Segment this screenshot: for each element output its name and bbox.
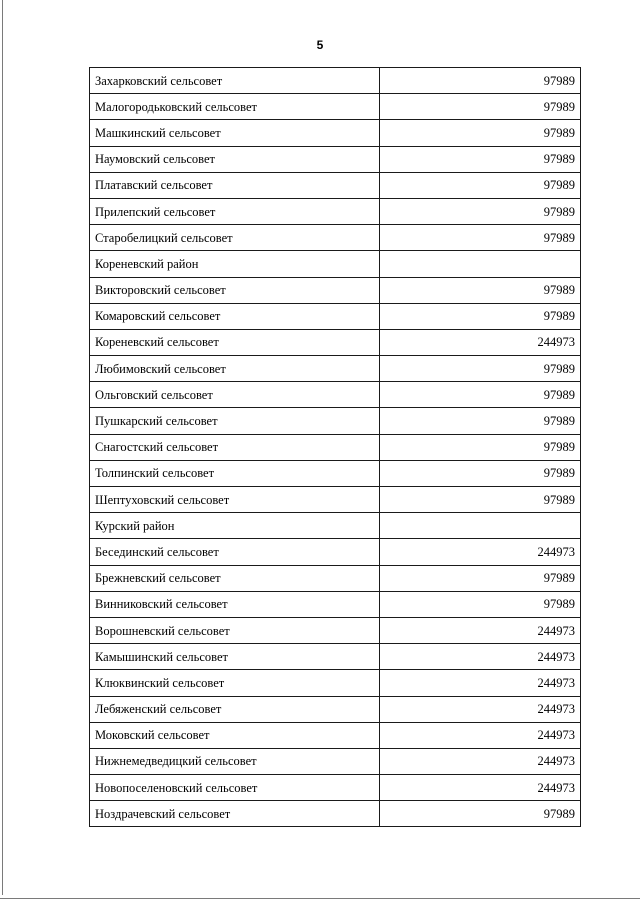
amount-cell: 244973 <box>380 748 581 774</box>
municipality-name-cell: Машкинский сельсовет <box>90 120 380 146</box>
amount-cell <box>380 251 581 277</box>
table-row <box>90 722 581 748</box>
municipality-name-cell: Ворошневский сельсовет <box>90 617 380 643</box>
table-row <box>90 198 581 224</box>
municipality-name-cell: Комаровский сельсовет <box>90 303 380 329</box>
amount-cell: 244973 <box>380 722 581 748</box>
table-row <box>90 382 581 408</box>
municipality-name-cell: Пушкарский сельсовет <box>90 408 380 434</box>
amount-cell: 97989 <box>380 801 581 827</box>
municipality-name-cell: Наумовский сельсовет <box>90 146 380 172</box>
municipality-name-cell: Ольговский сельсовет <box>90 382 380 408</box>
amount-cell: 244973 <box>380 617 581 643</box>
amount-cell: 97989 <box>380 356 581 382</box>
table-body <box>90 68 581 827</box>
amount-cell: 244973 <box>380 329 581 355</box>
amount-cell: 97989 <box>380 303 581 329</box>
amount-cell: 97989 <box>380 94 581 120</box>
table-row <box>90 591 581 617</box>
municipality-name-cell: Малогородьковский сельсовет <box>90 94 380 120</box>
municipality-name-cell: Платавский сельсовет <box>90 172 380 198</box>
district-header-row <box>90 251 581 277</box>
municipality-name-cell: Захарковский сельсовет <box>90 68 380 94</box>
amount-cell: 97989 <box>380 146 581 172</box>
municipality-name-cell: Кореневский район <box>90 251 380 277</box>
table-row <box>90 225 581 251</box>
amount-cell: 97989 <box>380 460 581 486</box>
amount-cell: 244973 <box>380 644 581 670</box>
table-row <box>90 303 581 329</box>
table-row <box>90 775 581 801</box>
amount-cell: 97989 <box>380 565 581 591</box>
amount-cell: 97989 <box>380 434 581 460</box>
amount-cell: 97989 <box>380 225 581 251</box>
municipality-name-cell: Кореневский сельсовет <box>90 329 380 355</box>
table-row <box>90 670 581 696</box>
table-row <box>90 565 581 591</box>
table-row <box>90 644 581 670</box>
municipality-name-cell: Клюквинский сельсовет <box>90 670 380 696</box>
municipality-name-cell: Винниковский сельсовет <box>90 591 380 617</box>
scan-bottom-edge-line <box>0 898 640 899</box>
municipality-name-cell: Прилепский сельсовет <box>90 198 380 224</box>
municipality-name-cell: Новопоселеновский сельсовет <box>90 775 380 801</box>
amount-cell: 97989 <box>380 382 581 408</box>
amount-cell: 244973 <box>380 775 581 801</box>
municipality-name-cell: Викторовский сельсовет <box>90 277 380 303</box>
table-row <box>90 801 581 827</box>
table-row <box>90 94 581 120</box>
amount-cell: 97989 <box>380 591 581 617</box>
municipality-name-cell: Снагостский сельсовет <box>90 434 380 460</box>
municipality-name-cell: Курский район <box>90 513 380 539</box>
municipality-name-cell: Брежневский сельсовет <box>90 565 380 591</box>
amount-cell: 97989 <box>380 487 581 513</box>
amount-cell: 97989 <box>380 198 581 224</box>
table-row <box>90 356 581 382</box>
municipality-name-cell: Нижнемедведицкий сельсовет <box>90 748 380 774</box>
municipality-name-cell: Бесединский сельсовет <box>90 539 380 565</box>
table-row <box>90 696 581 722</box>
amount-cell: 244973 <box>380 539 581 565</box>
table-row <box>90 68 581 94</box>
district-header-row <box>90 513 581 539</box>
amount-cell: 97989 <box>380 120 581 146</box>
municipality-name-cell: Моковский сельсовет <box>90 722 380 748</box>
municipality-name-cell: Лебяженский сельсовет <box>90 696 380 722</box>
table-row <box>90 434 581 460</box>
table-row <box>90 120 581 146</box>
municipality-name-cell: Камышинский сельсовет <box>90 644 380 670</box>
page-number: 5 <box>316 38 324 52</box>
table-row <box>90 539 581 565</box>
amount-cell: 97989 <box>380 172 581 198</box>
amount-cell <box>380 513 581 539</box>
table-row <box>90 277 581 303</box>
municipality-name-cell: Ноздрачевский сельсовет <box>90 801 380 827</box>
table-row <box>90 329 581 355</box>
table-row <box>90 617 581 643</box>
amount-cell: 97989 <box>380 277 581 303</box>
amount-cell: 244973 <box>380 696 581 722</box>
table-row <box>90 172 581 198</box>
municipality-name-cell: Шептуховский сельсовет <box>90 487 380 513</box>
municipality-name-cell: Любимовский сельсовет <box>90 356 380 382</box>
municipality-name-cell: Старобелицкий сельсовет <box>90 225 380 251</box>
municipality-name-cell: Толпинский сельсовет <box>90 460 380 486</box>
table-row <box>90 487 581 513</box>
table-row <box>90 748 581 774</box>
amount-cell: 97989 <box>380 408 581 434</box>
table-row <box>90 146 581 172</box>
scan-left-edge-line <box>2 0 3 895</box>
allocation-table <box>89 67 581 827</box>
table-row <box>90 408 581 434</box>
amount-cell: 97989 <box>380 68 581 94</box>
table-row <box>90 460 581 486</box>
amount-cell: 244973 <box>380 670 581 696</box>
